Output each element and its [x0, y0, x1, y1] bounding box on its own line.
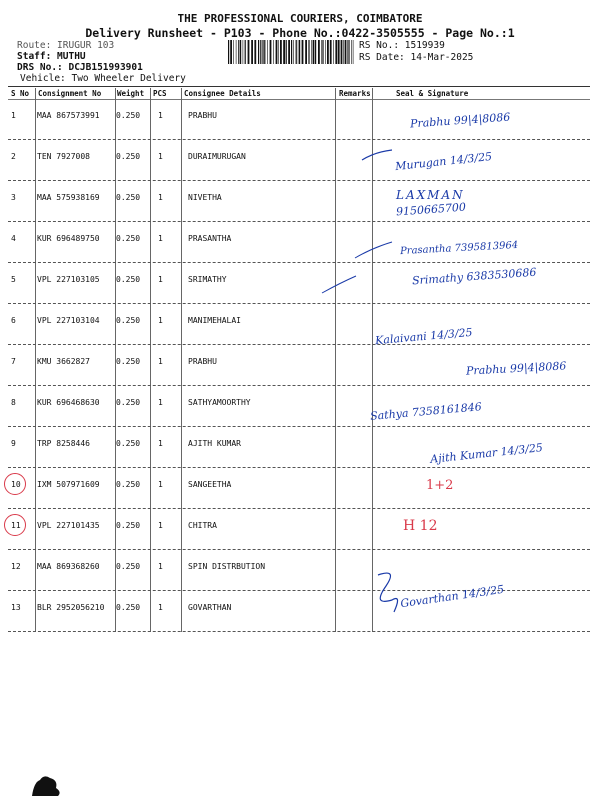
- route-label: Route: IRUGUR 103: [17, 40, 115, 51]
- row-consignment: VPL 227101435: [37, 521, 100, 530]
- row-sno: 7: [11, 357, 16, 366]
- table-row: [8, 181, 590, 222]
- row-consignment: TEN 7927008: [37, 152, 90, 161]
- row-consignment: KUR 696489750: [37, 234, 100, 243]
- row-weight: 0.250: [116, 357, 141, 366]
- row-consignee: PRABHU: [188, 111, 217, 120]
- row-consignment: MAA 867573991: [37, 111, 100, 120]
- signature: Sathya 7358161846: [369, 400, 483, 423]
- row-sno: 1: [11, 111, 16, 120]
- row-pcs: 1: [158, 234, 163, 243]
- row-weight: 0.250: [116, 316, 141, 325]
- runsheet-subtitle: Delivery Runsheet - P103 - Phone No.:0422-3505555 - Page No.:1: [85, 26, 515, 40]
- row-consignee: PRASANTHA: [188, 234, 232, 243]
- drs-number: DRS No.: DCJB151993901: [17, 62, 143, 73]
- barcode: [228, 40, 354, 64]
- rs-number: RS No.: 1519939: [359, 40, 445, 51]
- signature: Ajith Kumar 14/3/25: [429, 441, 544, 466]
- row-pcs: 1: [158, 193, 163, 202]
- rs-date: RS Date: 14-Mar-2025: [359, 52, 474, 63]
- row-pcs: 1: [158, 357, 163, 366]
- row-consignment: KUR 696468630: [37, 398, 100, 407]
- row-consignee: CHITRA: [188, 521, 217, 530]
- table-row: [8, 509, 590, 550]
- row-consignment: KMU 3662827: [37, 357, 90, 366]
- row-pcs: 1: [158, 111, 163, 120]
- row-sno: 4: [11, 234, 16, 243]
- signature: Srimathy 6383530686: [411, 265, 537, 288]
- row-separator: [8, 631, 590, 632]
- row-weight: 0.250: [116, 562, 141, 571]
- row-consignee: SPIN DISTRBUTION: [188, 562, 266, 571]
- row-pcs: 1: [158, 275, 163, 284]
- row-consignee: SRIMATHY: [188, 275, 227, 284]
- row-consignee: AJITH KUMAR: [188, 439, 241, 448]
- row-consignee: NIVETHA: [188, 193, 222, 202]
- row-consignment: BLR 2952056210: [37, 603, 105, 612]
- row-consignment: TRP 8258446: [37, 439, 90, 448]
- col-consignee: Consignee Details: [184, 89, 261, 98]
- table-row: [8, 468, 590, 509]
- row-pcs: 1: [158, 562, 163, 571]
- row-sno: 5: [11, 275, 16, 284]
- signature: LAXMAN: [396, 188, 465, 202]
- table-top-rule: [8, 86, 590, 87]
- col-consignment: Consignment No: [38, 89, 102, 98]
- row-consignee: SATHYAMOORTHY: [188, 398, 251, 407]
- row-weight: 0.250: [116, 398, 141, 407]
- signature: 9150665700: [395, 200, 467, 219]
- row-consignment: IXM 507971609: [37, 480, 100, 489]
- row-consignment: VPL 227103104: [37, 316, 100, 325]
- row-consignment: MAA 575938169: [37, 193, 100, 202]
- col-sno: S No: [11, 89, 30, 98]
- row-consignee: SANGEETHA: [188, 480, 232, 489]
- row-consignee: MANIMEHALAI: [188, 316, 241, 325]
- row-sno: 6: [11, 316, 16, 325]
- row-sno: 2: [11, 152, 16, 161]
- row-sno: 12: [11, 562, 21, 571]
- row-consignment: MAA 869368260: [37, 562, 100, 571]
- company-title: THE PROFESSIONAL COURIERS, COIMBATORE: [177, 12, 423, 25]
- row-weight: 0.250: [116, 152, 141, 161]
- row-pcs: 1: [158, 439, 163, 448]
- red-handwritten-note: 1+2: [426, 478, 454, 493]
- row-sno: 13: [11, 603, 21, 612]
- table-row: [8, 591, 590, 632]
- table-row: [8, 140, 590, 181]
- signature: Kalaivani 14/3/25: [374, 325, 474, 348]
- row-sno: 9: [11, 439, 16, 448]
- table-row: [8, 386, 590, 427]
- row-sno: 8: [11, 398, 16, 407]
- row-consignee: GOVARTHAN: [188, 603, 232, 612]
- signature: Govarthan 14/3/25: [399, 582, 505, 611]
- row-consignee: PRABHU: [188, 357, 217, 366]
- col-remarks: Remarks: [339, 89, 371, 98]
- corner-ink-blot: [28, 770, 64, 798]
- row-weight: 0.250: [116, 234, 141, 243]
- row-pcs: 1: [158, 398, 163, 407]
- row-weight: 0.250: [116, 521, 141, 530]
- row-pcs: 1: [158, 480, 163, 489]
- row-weight: 0.250: [116, 111, 141, 120]
- signature: Murugan 14/3/25: [394, 149, 493, 174]
- signature: Prabhu 99|4|8086: [465, 359, 567, 378]
- row-consignee: DURAIMURUGAN: [188, 152, 246, 161]
- signature: Prabhu 99|4|8086: [409, 110, 511, 131]
- row-pcs: 1: [158, 316, 163, 325]
- row-weight: 0.250: [116, 439, 141, 448]
- row-pcs: 1: [158, 152, 163, 161]
- row-pcs: 1: [158, 603, 163, 612]
- row-weight: 0.250: [116, 603, 141, 612]
- row-weight: 0.250: [116, 480, 141, 489]
- row-consignment: VPL 227103105: [37, 275, 100, 284]
- row-weight: 0.250: [116, 193, 141, 202]
- vehicle-label: Vehicle: Two Wheeler Delivery: [20, 73, 186, 84]
- row-sno: 3: [11, 193, 16, 202]
- signature: Prasantha 7395813964: [399, 239, 519, 258]
- red-handwritten-note: H 12: [403, 518, 438, 534]
- staff-label: Staff: MUTHU: [17, 51, 86, 62]
- row-sno: 10: [11, 480, 21, 489]
- row-sno: 11: [11, 521, 21, 530]
- col-pcs: PCS: [153, 89, 167, 98]
- table-row: [8, 304, 590, 348]
- col-seal-signature: Seal & Signature: [396, 89, 469, 98]
- row-pcs: 1: [158, 521, 163, 530]
- row-weight: 0.250: [116, 275, 141, 284]
- col-weight: Weight: [117, 89, 145, 98]
